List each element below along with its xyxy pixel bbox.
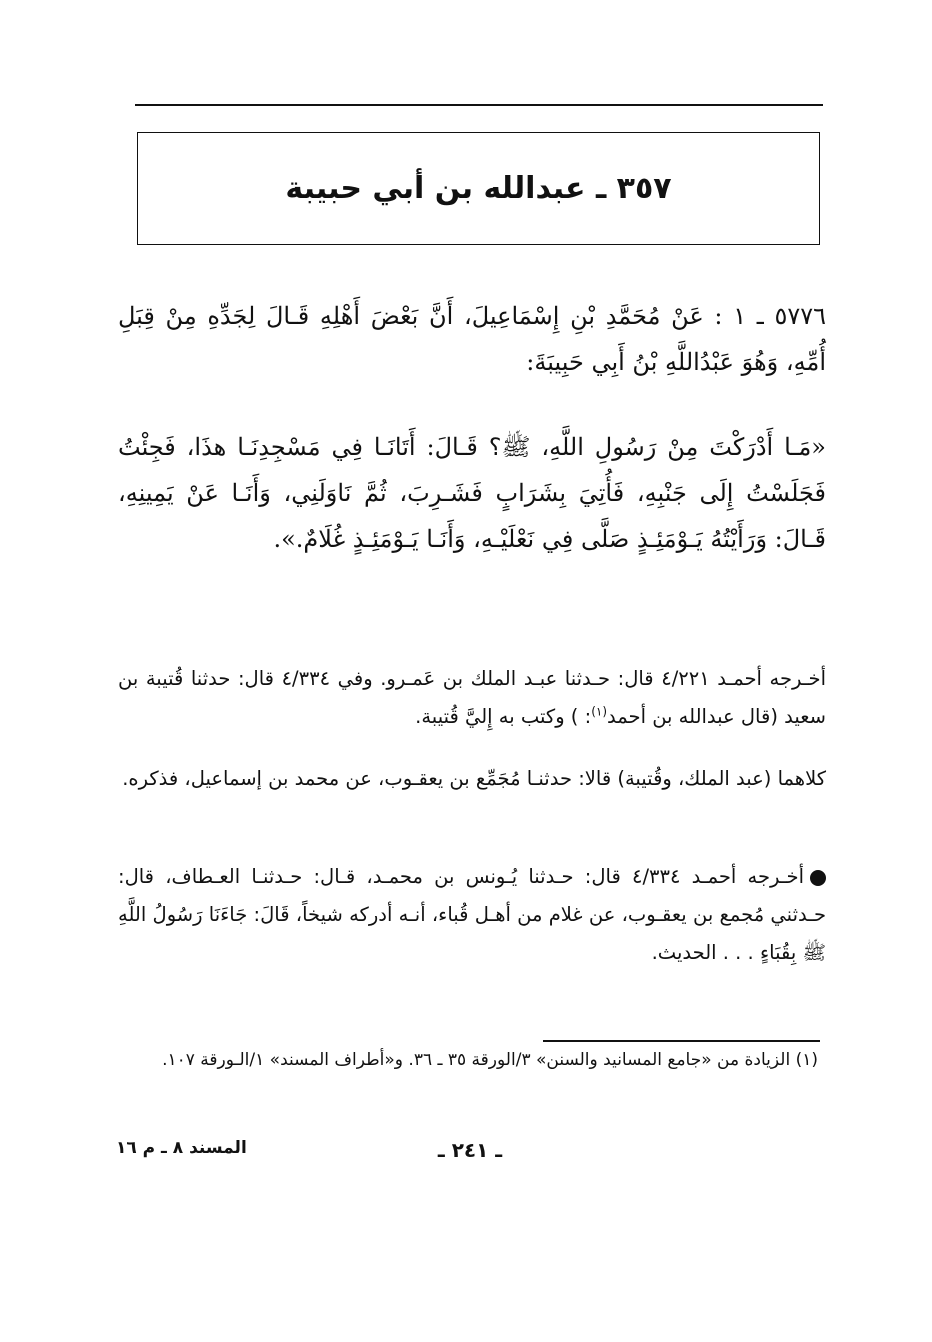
takhrij-1-text: أخـرجه أحمـد ٤/٢٢١ قال: حـدثنا عبـد الملك بن عَمـرو. وفي ٤/٣٣٤ قال: حدثنا قُتيبة بن سعيد (قال عبدالله بن أحمد xyxy=(118,667,826,728)
footnote-marker: (١) xyxy=(591,704,608,719)
takhrij-paragraph-2: كلاهما (عبد الملك، وقُتيبة) قالا: حدثنـا مُجَمِّع بن يعقـوب، عن محمد بن إسماعيل، فذكره. xyxy=(122,767,826,790)
chapter-title: ٣٥٧ ـ عبدالله بن أبي حبيبة xyxy=(285,171,672,206)
hadith-text: «مَـا أَدْرَكْتَ مِنْ رَسُولِ اللَّهِ، ﷺ؟ قَـالَ: أَتَانَـا فِي مَسْجِدِنَـا هذَا، فَجِئْتُ فَجَلَسْتُ إِلَى جَنْبِهِ، فَأُتِيَ بِشَرَابٍ فَشَـرِبَ، ثُمَّ نَاوَلَنِي، وَأَنَـا عَنْ يَمِينِهِ، قَـالَ: وَرَأَيْتُهُ يَـوْمَئِـذٍ صَلَّى فِي نَعْلَيْـهِ، وَأَنَـا يَـوْمَئِـذٍ غُلَامٌ.». xyxy=(118,433,826,553)
chapter-title-box xyxy=(137,132,820,245)
footnote: (١) الزيادة من «جامع المسانيد والسنن» ٣/الورقة ٣٥ ـ ٣٦. و«أطراف المسند» ١/الـورقة ١٠٧. xyxy=(162,1050,818,1070)
takhrij-paragraph-3 xyxy=(118,858,826,972)
takhrij-paragraph-1 xyxy=(118,660,826,736)
top-rule xyxy=(135,104,823,106)
page-number: ـ ٢٤١ ـ xyxy=(437,1138,503,1162)
takhrij-3-text: أخـرجه أحمـد ٤/٣٣٤ قال: حـدثنا يُـونس بن محمـد، قـال: حـدثنـا العـطاف، قال: حـدثني مُجمع بن يعقـوب، عن غلام من أهـل قُباء، أنـه أدركه شيخاً، قَالَ: جَاءَنَا رَسُولُ اللَّهِ ﷺ بِقُبَاءٍ . . . الحديث. xyxy=(118,865,826,964)
bullet-icon xyxy=(810,870,826,886)
printer-signature: المسند ٨ ـ م ١٦ xyxy=(116,1138,247,1158)
hadith-intro: ٥٧٧٦ ـ ١ : عَنْ مُحَمَّدِ بْنِ إِسْمَاعِيلَ، أَنَّ بَعْضَ أَهْلِهِ قَـالَ لِجَدِّهِ مِنْ قِبَلِ أُمِّهِ، وَهُوَ عَبْدُاللَّهِ بْنُ أَبِي حَبِيبَةَ: xyxy=(118,302,826,376)
takhrij-1-tail: : ) وكتب به إِليَّ قُتيبة. xyxy=(415,705,592,728)
footnote-rule xyxy=(543,1040,820,1042)
